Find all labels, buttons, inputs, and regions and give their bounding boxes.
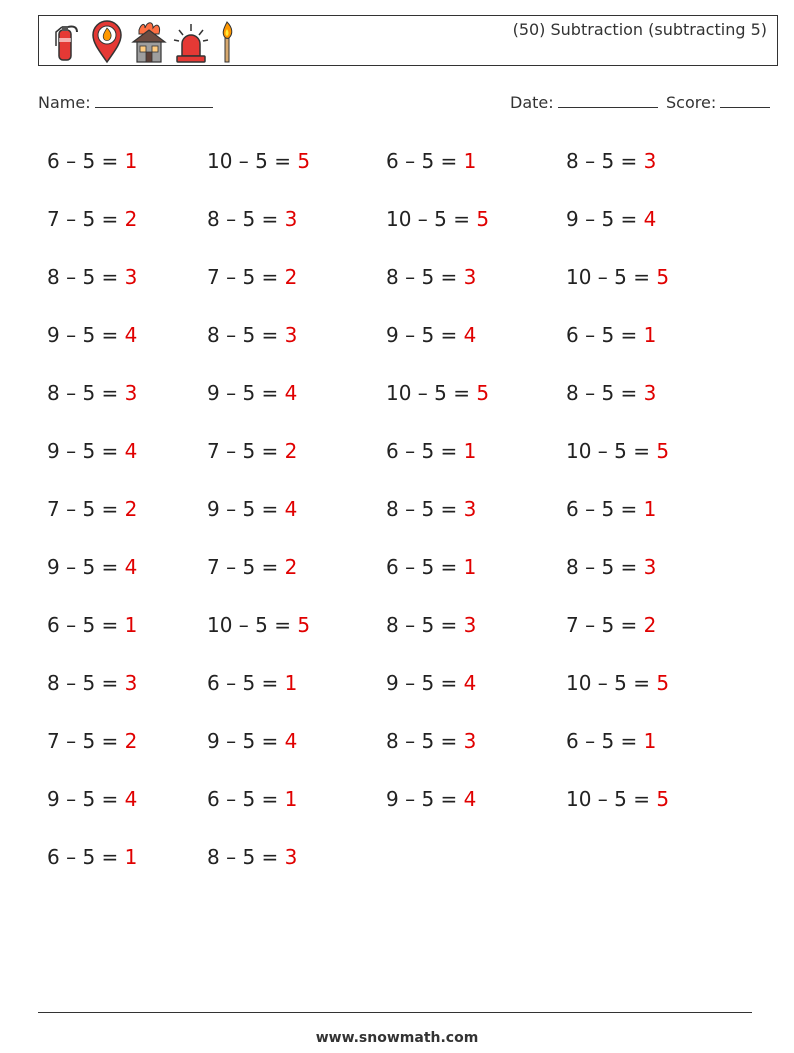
problem-item (47, 265, 137, 289)
problem-item (566, 613, 656, 637)
problem-answer: 5 (656, 787, 670, 811)
date-field (510, 93, 658, 112)
problem-answer: 4 (284, 729, 298, 753)
problem-item (386, 323, 476, 347)
problem-answer: 1 (284, 787, 298, 811)
problem-item (47, 149, 137, 173)
problem-item (386, 381, 489, 405)
problem-item (386, 671, 476, 695)
problem-answer: 1 (643, 323, 657, 347)
problem-item (207, 613, 310, 637)
problem-answer: 5 (476, 207, 490, 231)
problem-question: 9 – 5 = (47, 439, 125, 463)
problem-answer: 4 (124, 787, 138, 811)
problem-question: 8 – 5 = (386, 729, 464, 753)
problem-item (386, 265, 476, 289)
problem-answer: 3 (124, 671, 138, 695)
problem-item (47, 845, 137, 869)
problem-question: 7 – 5 = (207, 265, 285, 289)
problem-answer: 5 (297, 613, 311, 637)
page-title: (50) Subtraction (subtracting 5) (512, 20, 767, 39)
problem-answer: 2 (124, 729, 138, 753)
problem-item (566, 671, 669, 695)
problem-item (207, 265, 297, 289)
problem-item (207, 671, 297, 695)
problem-answer: 1 (463, 149, 477, 173)
problem-question: 10 – 5 = (386, 207, 477, 231)
problem-item (386, 207, 489, 231)
problem-question: 8 – 5 = (207, 845, 285, 869)
score-label: Score: (666, 93, 717, 112)
problem-answer: 4 (284, 497, 298, 521)
problem-question: 7 – 5 = (47, 497, 125, 521)
problem-question: 10 – 5 = (566, 787, 657, 811)
problem-item (47, 381, 137, 405)
problem-item (207, 439, 297, 463)
problem-item (47, 555, 137, 579)
problem-answer: 3 (124, 265, 138, 289)
burning-house-icon (131, 20, 167, 64)
problem-item (207, 555, 297, 579)
problem-question: 10 – 5 = (207, 613, 298, 637)
problem-answer: 4 (643, 207, 657, 231)
problem-question: 8 – 5 = (386, 613, 464, 637)
problem-question: 6 – 5 = (47, 845, 125, 869)
problem-item (207, 149, 310, 173)
problem-question: 6 – 5 = (207, 671, 285, 695)
problem-question: 9 – 5 = (47, 787, 125, 811)
problem-question: 9 – 5 = (207, 497, 285, 521)
problem-answer: 5 (297, 149, 311, 173)
problem-question: 10 – 5 = (386, 381, 477, 405)
problem-item (566, 207, 656, 231)
problem-question: 6 – 5 = (386, 439, 464, 463)
problem-item (207, 207, 297, 231)
problem-question: 10 – 5 = (566, 265, 657, 289)
problem-answer: 3 (284, 207, 298, 231)
problem-answer: 2 (284, 265, 298, 289)
problem-item (47, 323, 137, 347)
score-blank[interactable] (720, 93, 770, 108)
problem-item (566, 787, 669, 811)
problem-question: 7 – 5 = (207, 439, 285, 463)
problem-answer: 3 (463, 613, 477, 637)
problem-question: 6 – 5 = (47, 149, 125, 173)
name-blank[interactable] (95, 93, 213, 108)
date-label: Date: (510, 93, 554, 112)
problem-answer: 3 (284, 323, 298, 347)
problem-question: 6 – 5 = (566, 729, 644, 753)
problem-question: 6 – 5 = (386, 555, 464, 579)
problem-question: 9 – 5 = (386, 671, 464, 695)
problem-item (207, 323, 297, 347)
problem-answer: 2 (284, 555, 298, 579)
problem-question: 6 – 5 = (566, 323, 644, 347)
problem-item (566, 323, 656, 347)
problem-item (47, 787, 137, 811)
date-blank[interactable] (558, 93, 658, 108)
problem-question: 8 – 5 = (386, 265, 464, 289)
problem-answer: 4 (463, 787, 477, 811)
problem-question: 9 – 5 = (386, 787, 464, 811)
problem-item (566, 381, 656, 405)
problem-answer: 4 (124, 555, 138, 579)
problem-question: 10 – 5 = (207, 149, 298, 173)
problem-answer: 1 (284, 671, 298, 695)
problem-question: 10 – 5 = (566, 671, 657, 695)
problem-answer: 3 (643, 381, 657, 405)
problem-question: 9 – 5 = (386, 323, 464, 347)
problem-question: 9 – 5 = (566, 207, 644, 231)
problem-item (566, 265, 669, 289)
problem-item (47, 671, 137, 695)
problem-answer: 1 (463, 555, 477, 579)
problem-question: 7 – 5 = (207, 555, 285, 579)
header-box (38, 15, 778, 66)
problem-question: 8 – 5 = (47, 265, 125, 289)
footer-website: www.snowmath.com (315, 1030, 479, 1046)
problem-item (47, 439, 137, 463)
problem-item (386, 149, 476, 173)
problem-question: 8 – 5 = (47, 381, 125, 405)
problem-answer: 1 (124, 613, 138, 637)
problem-item (386, 439, 476, 463)
problem-item (386, 787, 476, 811)
header-icons (47, 19, 239, 64)
problem-answer: 2 (643, 613, 657, 637)
problem-answer: 5 (476, 381, 490, 405)
problem-question: 9 – 5 = (207, 729, 285, 753)
problem-item (207, 729, 297, 753)
problem-answer: 5 (656, 265, 670, 289)
problem-answer: 1 (643, 729, 657, 753)
problem-answer: 2 (284, 439, 298, 463)
problem-question: 8 – 5 = (207, 207, 285, 231)
problem-question: 9 – 5 = (47, 323, 125, 347)
score-field (666, 93, 770, 112)
problem-answer: 3 (284, 845, 298, 869)
problem-answer: 3 (643, 555, 657, 579)
fire-extinguisher-icon (47, 20, 83, 64)
problem-question: 7 – 5 = (566, 613, 644, 637)
fire-location-icon (89, 20, 125, 64)
problem-item (566, 555, 656, 579)
problem-answer: 3 (463, 497, 477, 521)
name-field (38, 93, 213, 112)
problem-item (207, 497, 297, 521)
problem-answer: 3 (643, 149, 657, 173)
problem-item (207, 845, 297, 869)
problem-item (47, 729, 137, 753)
problem-question: 8 – 5 = (566, 381, 644, 405)
problem-item (566, 439, 669, 463)
problem-question: 6 – 5 = (47, 613, 125, 637)
problem-question: 9 – 5 = (47, 555, 125, 579)
problem-answer: 4 (124, 323, 138, 347)
problem-answer: 1 (124, 149, 138, 173)
problem-answer: 1 (124, 845, 138, 869)
problem-question: 8 – 5 = (207, 323, 285, 347)
problem-item (386, 497, 476, 521)
problem-answer: 4 (463, 323, 477, 347)
problem-question: 8 – 5 = (566, 555, 644, 579)
name-label: Name: (38, 93, 91, 112)
problem-answer: 3 (463, 265, 477, 289)
problem-item (386, 555, 476, 579)
problem-answer: 3 (124, 381, 138, 405)
problem-answer: 2 (124, 497, 138, 521)
problem-item (386, 729, 476, 753)
problem-question: 9 – 5 = (207, 381, 285, 405)
problem-answer: 5 (656, 439, 670, 463)
problem-item (207, 787, 297, 811)
problem-question: 6 – 5 = (386, 149, 464, 173)
problem-question: 10 – 5 = (566, 439, 657, 463)
problem-question: 8 – 5 = (47, 671, 125, 695)
problem-answer: 3 (463, 729, 477, 753)
problem-question: 8 – 5 = (566, 149, 644, 173)
alarm-siren-icon (173, 20, 209, 64)
footer-divider (38, 1012, 752, 1013)
problem-question: 8 – 5 = (386, 497, 464, 521)
problem-item (566, 729, 656, 753)
problem-answer: 4 (463, 671, 477, 695)
problem-item (207, 381, 297, 405)
problem-question: 6 – 5 = (566, 497, 644, 521)
problem-item (386, 613, 476, 637)
problem-item (47, 207, 137, 231)
problem-answer: 4 (124, 439, 138, 463)
problem-item (47, 613, 137, 637)
problem-answer: 5 (656, 671, 670, 695)
match-icon (215, 20, 239, 64)
problem-answer: 4 (284, 381, 298, 405)
problem-question: 6 – 5 = (207, 787, 285, 811)
problem-answer: 2 (124, 207, 138, 231)
problem-item (566, 149, 656, 173)
problem-answer: 1 (643, 497, 657, 521)
problem-question: 7 – 5 = (47, 729, 125, 753)
problem-answer: 1 (463, 439, 477, 463)
problem-item (47, 497, 137, 521)
problem-item (566, 497, 656, 521)
problem-question: 7 – 5 = (47, 207, 125, 231)
